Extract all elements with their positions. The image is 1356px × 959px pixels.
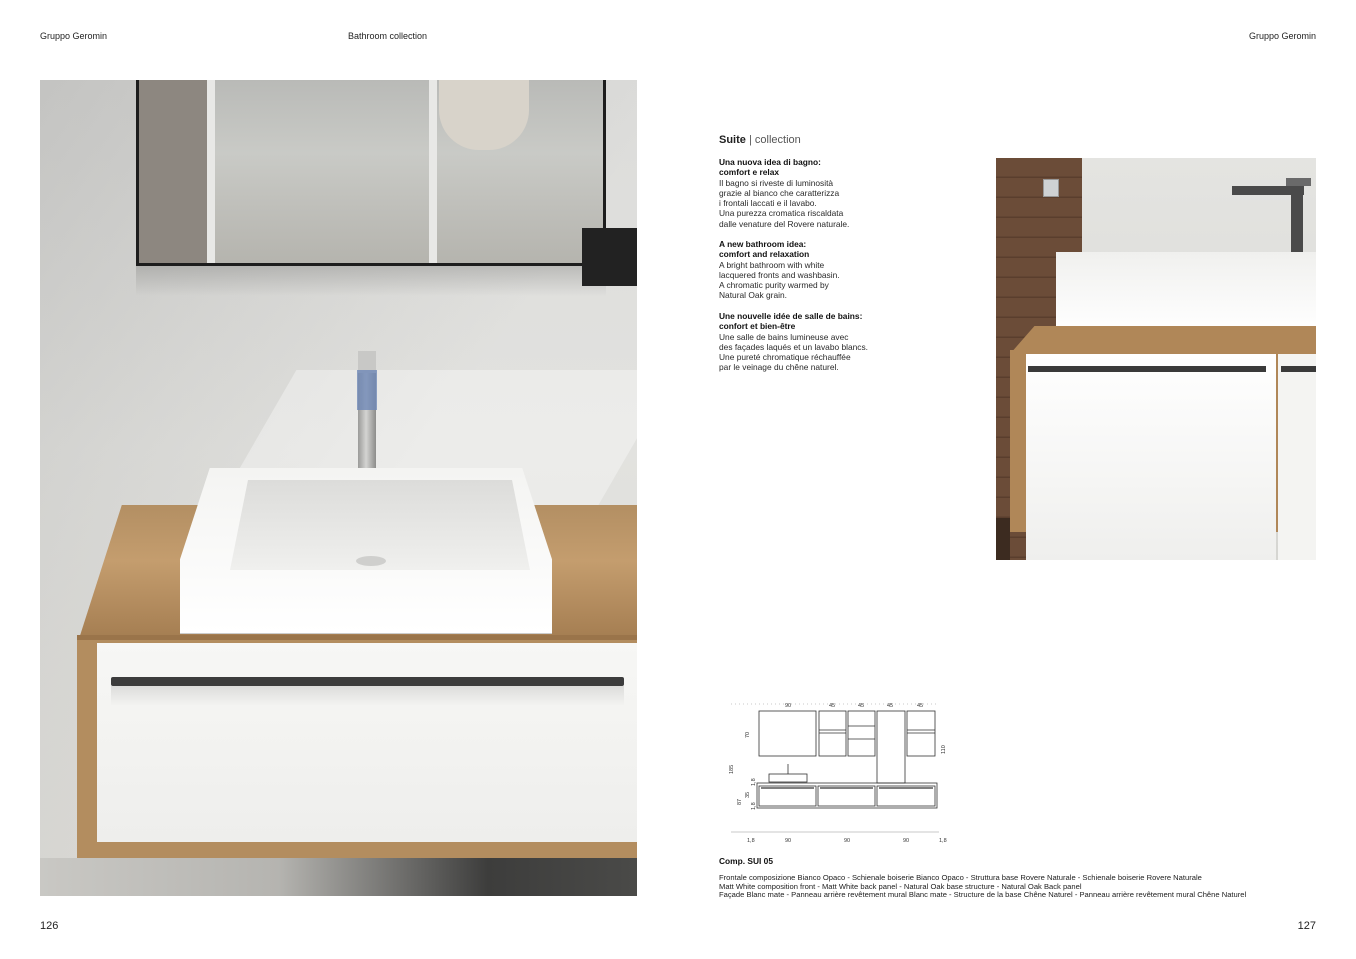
block-heading: Une nouvelle idée de salle de bains: <box>719 311 863 321</box>
brand-right: Gruppo Geromin <box>1248 31 1316 41</box>
dim-bottom: 1,8 <box>747 838 755 844</box>
composition-code: Comp. SUI 05 <box>719 856 773 866</box>
block-line: lacquered fronts and washbasin. <box>719 269 840 280</box>
wall-cabinet-open <box>848 711 875 756</box>
side-bracket <box>582 228 637 286</box>
collection-name: Suite <box>719 134 746 146</box>
mirror-shadow <box>136 266 606 296</box>
dim-top: 45 <box>917 703 924 709</box>
wall-cabinet-long <box>759 711 816 756</box>
wall-cabinet-open <box>819 711 846 756</box>
dim-bottom: 1,8 <box>939 838 947 844</box>
detail-photo <box>996 158 1316 560</box>
drawer-front <box>1026 354 1276 560</box>
reflected-window-frame <box>207 80 215 263</box>
drawer-front <box>97 643 637 842</box>
block-line: des façades laqués et un lavabo blancs. <box>719 341 868 352</box>
block-line: dalle venature del Rovere naturale. <box>719 218 850 229</box>
block-line: Une pureté chromatique réchauffée <box>719 352 851 363</box>
block-line: grazie al bianco che caratterizza <box>719 187 840 198</box>
dim-bottom: 90 <box>903 838 910 844</box>
tall-panel <box>877 711 905 783</box>
dim-left: 1,8 <box>751 802 757 810</box>
mirror-reflection <box>139 80 603 263</box>
dim-top: 45 <box>887 703 894 709</box>
block-line: Una purezza cromatica riscaldata <box>719 208 844 219</box>
block-line: Natural Oak grain. <box>719 290 787 301</box>
page-number-right: 127 <box>1297 920 1316 932</box>
drawer-handle <box>1028 366 1266 372</box>
composition-line-english: Matt White composition front - Matt White back panel - Natural Oak base structure - Natural Oak Back panel <box>719 882 1082 891</box>
mirror-door <box>139 80 209 263</box>
block-heading: Una nuova idea di bagno: <box>719 157 821 167</box>
reflected-window-frame <box>429 80 437 263</box>
block-heading: confort et bien-être <box>719 321 796 332</box>
block-heading: comfort e relax <box>719 167 780 178</box>
dim-left: 87 <box>737 798 743 805</box>
brand-left: Gruppo Geromin <box>40 31 108 41</box>
page-number-left: 126 <box>40 920 59 932</box>
dim-right: 110 <box>941 745 947 754</box>
dim-left: 35 <box>745 791 751 798</box>
block-heading: A new bathroom idea: <box>719 239 807 249</box>
dim-top: 45 <box>858 703 865 709</box>
drawer-front-second <box>1278 354 1316 560</box>
mirror-cabinet <box>136 80 606 266</box>
composition-line-italian: Frontale composizione Bianco Opaco - Schienale boiserie Bianco Opaco - Struttura base Rovere Naturale - Schienale boiserie Rovere Naturale <box>719 873 1202 882</box>
composition-line-french: Façade Blanc mate - Panneau arrière revêtement mural Blanc mate - Structure de la base Chêne Naturel - Panneau arrière revêtement mural Chêne Naturel <box>719 890 1247 899</box>
block-line: Il bagno si riveste di luminosità <box>719 177 834 188</box>
base-unit <box>757 783 937 808</box>
block-line: par le veinage du chêne naturel. <box>719 362 839 373</box>
washbasin <box>1056 252 1316 330</box>
faucet-reflection <box>357 370 377 410</box>
wall-cabinet-open <box>907 711 935 756</box>
dim-left: 1,8 <box>751 778 757 786</box>
basin <box>769 774 807 782</box>
handle-shadow <box>111 686 624 706</box>
glass-holder <box>1043 179 1059 197</box>
tap-body <box>1291 186 1303 261</box>
block-line: i frontali laccati e il lavabo. <box>719 198 817 209</box>
floor <box>996 518 1010 560</box>
dim-top: 45 <box>829 703 836 709</box>
block-line: A chromatic purity warmed by <box>719 280 829 291</box>
tap-lever <box>1286 178 1311 186</box>
title-separator: | <box>745 134 755 146</box>
dim-bottom: 90 <box>844 838 851 844</box>
block-line: Une salle de bains lumineuse avec <box>719 331 849 342</box>
dim-top: 90 <box>785 703 792 709</box>
section-title: Bathroom collection <box>348 31 428 41</box>
dim-bottom: 90 <box>785 838 792 844</box>
drawer-handle-second <box>1281 366 1316 372</box>
drawer-handle <box>111 677 624 686</box>
block-heading: comfort and relaxation <box>719 249 810 260</box>
text-block-french <box>719 311 959 373</box>
reflected-pot <box>439 80 529 150</box>
dim-left: 70 <box>745 731 751 738</box>
text-block-english <box>719 239 959 301</box>
dim-left: 185 <box>729 764 735 774</box>
technical-drawing <box>719 698 959 846</box>
text-block-italian <box>719 157 959 229</box>
block-line: A bright bathroom with white <box>719 259 825 270</box>
collection-label: collection <box>754 134 801 146</box>
floor-shadow <box>40 858 637 896</box>
drain <box>356 556 386 566</box>
main-bathroom-photo <box>40 80 637 896</box>
collection-title <box>719 134 801 146</box>
